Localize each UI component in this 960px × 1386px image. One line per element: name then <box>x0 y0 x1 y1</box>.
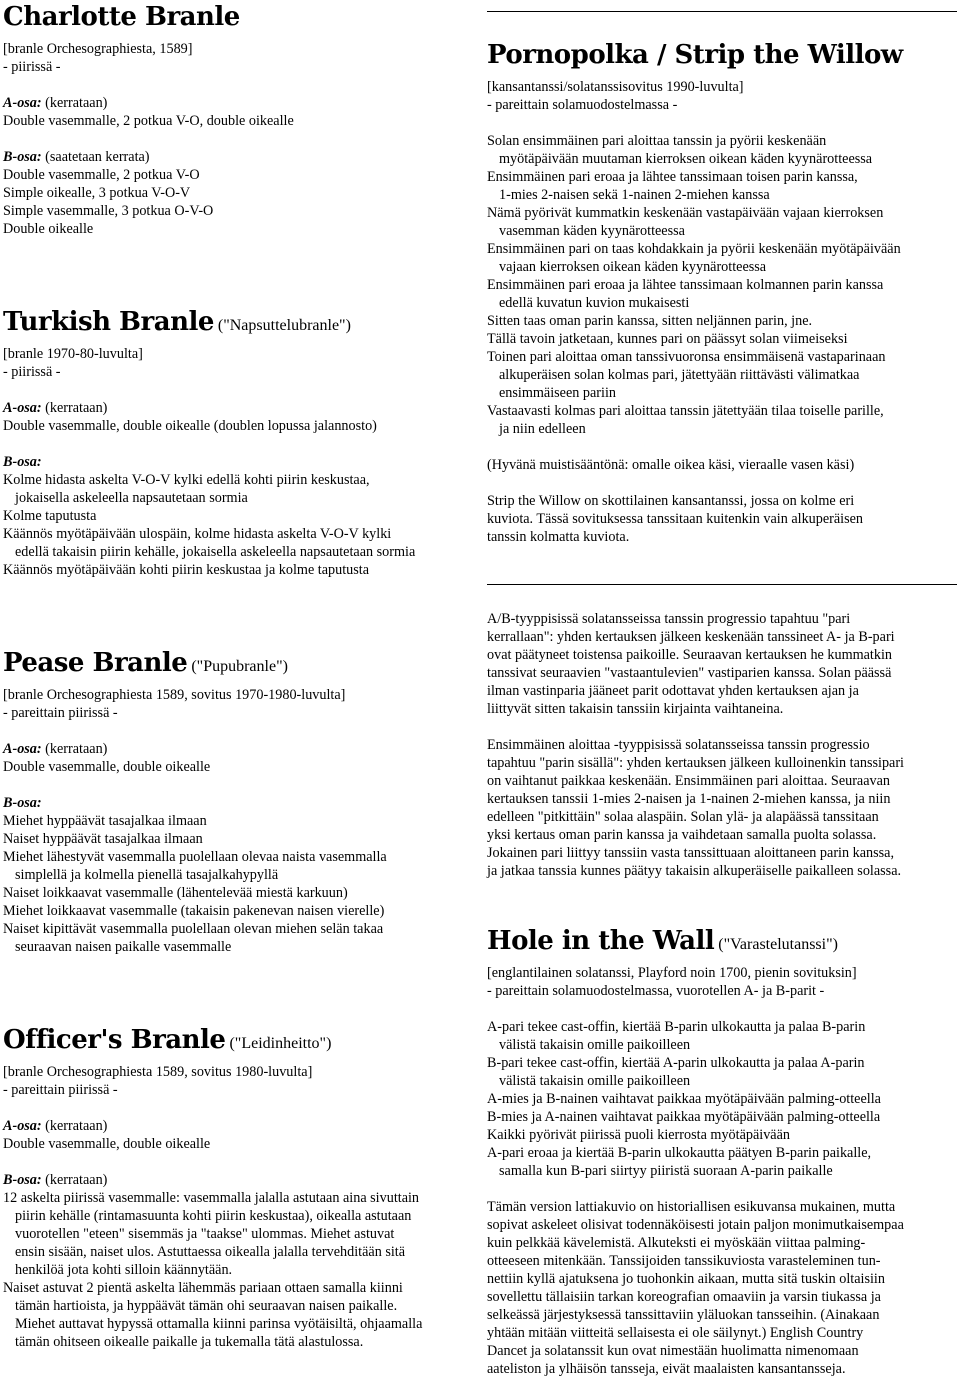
note-line: nettiin kyllä ajatuksena jo tuohonkin aikaan, mutta sitä tuskin oltaisiin <box>487 1271 885 1287</box>
instruction-line: Kolme hidasta askelta V-O-V kylki edellä kohti piirin keskustaa, <box>3 472 370 488</box>
note-line: edelleen "pitkittäin" solaa alaspäin. Solan ylä- ja alapäässä tanssitaan <box>487 809 879 825</box>
instruction-line: ensin sisään, naiset ulos. Astuttaessa oikealla jalalla tervehditään sitä <box>15 1244 406 1260</box>
middle-divider <box>487 584 957 585</box>
instruction-line: Solan ensimmäinen pari aloittaa tanssin ja pyörii keskenään <box>487 133 827 149</box>
dance-source: [branle Orchesographiesta 1589, sovitus 1970-1980-luvulta] <box>3 687 346 703</box>
instruction-list <box>487 1018 957 1180</box>
instruction-line: Naiset loikkaavat vasemmalle (lähentelevää miestä karkuun) <box>3 885 348 901</box>
ab-progression-paragraph <box>487 610 957 718</box>
dance-heading <box>487 926 957 956</box>
instruction-line: Double vasemmalle, double oikealle (doublen lopussa jalannosto) <box>3 418 377 434</box>
instruction-line: Vastaavasti kolmas pari aloittaa tanssin jätettyään tilaa toiselle parille, <box>487 403 884 419</box>
note-line: kuin pelkkää kävelemistä. Alkuteksti ei myöskään viittaa palming- <box>487 1235 866 1251</box>
instruction-line: Simple oikealle, 3 potkua V-O-V <box>3 185 191 201</box>
instruction-line: vuorotellen "eteen" sisemmäs ja "taakse" ulommas. Miehet astuvat <box>15 1226 395 1242</box>
dance-heading <box>3 1025 468 1055</box>
dance-title: Turkish Branle <box>3 307 214 337</box>
dance-note <box>487 1198 957 1378</box>
instruction-line: B-mies ja A-nainen vaihtavat paikkaa myötäpäivään palming-otteella <box>487 1109 881 1125</box>
b-part-heading <box>3 794 468 812</box>
b-part-label: B-osa: <box>3 795 42 811</box>
instruction-line: Ensimmäinen pari eroaa ja lähtee tanssimaan kolmannen parin kanssa <box>487 277 884 293</box>
instruction-line: edellä takaisin piirin kehälle, jokaisella askeleella napsautetaan sormia <box>15 544 416 560</box>
instruction-line: Double vasemmalle, 2 potkua V-O <box>3 167 200 183</box>
first-couple-progression-paragraph <box>487 736 957 880</box>
instruction-line: seuraavan naisen paikalle vasemmalle <box>15 939 232 955</box>
section-pease-branle <box>3 648 468 956</box>
dance-heading <box>3 648 468 678</box>
a-part-note: (kerrataan) <box>41 741 108 757</box>
section-pornopolka <box>487 40 957 546</box>
instruction-line: piirin kehälle (rintamasuunta kohti piirin keskustaa), oikealla astutaan <box>15 1208 412 1224</box>
note-line: ilman vastinparia jääneet parit odottavat yhden kertauksen ajan ja <box>487 683 859 699</box>
instruction-line: A-pari eroaa ja kiertää B-parin ulkokautta päätyen B-parin paikalle, <box>487 1145 872 1161</box>
instruction-line: tämän hartioista, ja hyppäävät tämän ohi seuraavan naisen paikalle. <box>15 1298 398 1314</box>
note-line: tapahtuu "parin sisällä": yhden kertauksen jälkeen kulloinenkin tanssipari <box>487 755 905 771</box>
dance-title: Officer's Branle <box>3 1025 226 1055</box>
note-line: Jokainen pari liittyy tanssiin vasta tanssittuaan aloittaneen parin kanssa, <box>487 845 895 861</box>
note-line: ja jatkaa tanssia kunnes päätyy takaisin alkuperäiselle paikalleen solassa. <box>487 863 902 879</box>
dance-source: [kansantanssi/solatanssisovitus 1990-luvulta] <box>487 79 744 95</box>
a-part-note: (kerrataan) <box>41 400 108 416</box>
instruction-line: Simple vasemmalle, 3 potkua O-V-O <box>3 203 214 219</box>
note-line: selkeässä järjestyksessä tanssittaviin yläluokan tansseihin. (Ainakaan <box>487 1307 880 1323</box>
instruction-line: edellä kuvatun kuvion mukaisesti <box>499 295 690 311</box>
instruction-line: Miehet loikkaavat vasemmalle (takaisin pakenevan naisen vierelle) <box>3 903 385 919</box>
instruction-line: Naiset kipittävät vasemmalla puolellaan olevan miehen selän takaa <box>3 921 384 937</box>
instruction-line: Ensimmäinen pari eroaa ja lähtee tanssimaan toisen parin kanssa, <box>487 169 858 185</box>
a-part-label: A-osa: <box>3 1118 42 1134</box>
note-line: kertauksen tanssii 1-mies 2-naisen ja 1-nainen 2-miehen kanssa, ja niin <box>487 791 891 807</box>
note-line: Tämän version lattiakuvio on historiallisen esikuvansa mukainen, mutta <box>487 1199 896 1215</box>
note-line: kerrallaan": yhden kertauksen jälkeen keskenään tanssineet A- ja B-pari <box>487 629 895 645</box>
a-part-heading <box>3 94 468 112</box>
instruction-line: Kolme taputusta <box>3 508 97 524</box>
a-part-label: A-osa: <box>3 400 42 416</box>
instruction-line: Miehet hyppäävät tasajalkaa ilmaan <box>3 813 207 829</box>
a-part-heading <box>3 740 468 758</box>
instruction-line: Double vasemmalle, double oikealle <box>3 1136 211 1152</box>
dance-title: Pornopolka / Strip the Willow <box>487 40 903 70</box>
b-part-heading <box>3 148 468 166</box>
dance-source: [branle Orchesographiesta, 1589] <box>3 41 193 57</box>
note-line: otteeseen mitenkään. Tanssijoiden tanssikuviosta varasteleminen tun- <box>487 1253 881 1269</box>
dance-formation: - piirissä - <box>3 59 61 75</box>
instruction-line: Käännös myötäpäivään kohti piirin keskustaa ja kolme taputusta <box>3 562 370 578</box>
note-line: Strip the Willow on skottilainen kansantanssi, jossa on kolme eri <box>487 493 855 509</box>
note-line: on vaihtanut paikkaa keskenään. Ensimmäinen pari aloittaa. Seuraavan <box>487 773 891 789</box>
instruction-line: Double vasemmalle, 2 potkua V-O, double oikealle <box>3 113 294 129</box>
instruction-list <box>487 132 957 438</box>
dance-source: [branle Orchesographiesta 1589, sovitus 1980-luvulta] <box>3 1064 313 1080</box>
dance-subtitle: ("Napsuttelubranle") <box>213 317 351 334</box>
b-part-heading <box>3 1171 468 1189</box>
a-part-heading <box>3 399 468 417</box>
instruction-line: ja niin edelleen <box>499 421 586 437</box>
note-line: Ensimmäinen aloittaa -tyyppisissä solatansseissa tanssin progressio <box>487 737 870 753</box>
instruction-line: jokaisella askeleella napsautetaan sormia <box>15 490 248 506</box>
instruction-line: Double oikealle <box>3 221 94 237</box>
dance-formation: - pareittain solamuodostelmassa - <box>487 97 678 113</box>
b-part-note: (kerrataan) <box>41 1172 108 1188</box>
b-part-label: B-osa: <box>3 454 42 470</box>
instruction-line: alkuperäisen solan kolmas pari, jätettyään riittävästi välimatkaa <box>499 367 860 383</box>
instruction-line: 12 askelta piirissä vasemmalle: vasemmalla jalalla astutaan aina sivuttain <box>3 1190 420 1206</box>
note-line: aateliston ja ylhäisön tansseja, eivät maalaisten kansantansseja. <box>487 1361 846 1377</box>
dance-formation: - piirissä - <box>3 364 61 380</box>
dance-title: Pease Branle <box>3 648 188 678</box>
dance-formation: - pareittain piirissä - <box>3 705 118 721</box>
dance-heading <box>3 307 468 337</box>
instruction-line: Sitten taas oman parin kanssa, sitten neljännen parin, jne. <box>487 313 813 329</box>
section-officers-branle <box>3 1025 468 1351</box>
instruction-line: vajaan kierroksen oikean käden kyynärotteessa <box>499 259 767 275</box>
a-part-note: (kerrataan) <box>41 1118 108 1134</box>
a-part-heading <box>3 1117 468 1135</box>
note-line: liittyvät sitten takaisin tanssiin kirjainta vaihtaneina. <box>487 701 784 717</box>
instruction-line: vasemman käden kyynärotteessa <box>499 223 685 239</box>
section-turkish-branle <box>3 307 468 579</box>
mnemonic-note: (Hyvänä muistisääntönä: omalle oikea käsi, vieraalle vasen käsi) <box>487 457 855 473</box>
b-part-note: (saatetaan kerrata) <box>41 149 150 165</box>
instruction-line: Tällä tavoin jatketaan, kunnes pari on päässyt solan viimeiseksi <box>487 331 848 347</box>
dance-formation: - pareittain piirissä - <box>3 1082 118 1098</box>
instruction-line: Miehet auttavat hypyssä ottamalla kiinni parinsa vyötäisiltä, ohjaamalla <box>15 1316 423 1332</box>
dance-subtitle: ("Leidinheitto") <box>225 1035 332 1052</box>
instruction-line: Nämä pyörivät kummatkin keskenään vastapäivään vajaan kierroksen <box>487 205 884 221</box>
top-divider <box>487 11 957 12</box>
note-line: A/B-tyyppisissä solatansseissa tanssin progressio tapahtuu "pari <box>487 611 851 627</box>
instruction-line: Naiset astuvat 2 pientä askelta lähemmäs pariaan ottaen samalla kiinni <box>3 1280 403 1296</box>
dance-subtitle: ("Pupubranle") <box>187 658 288 675</box>
instruction-line: 1-mies 2-naisen sekä 1-nainen 2-miehen kanssa <box>499 187 770 203</box>
instruction-line: samalla kun B-pari siirtyy piiristä suoraan A-parin paikalle <box>499 1163 833 1179</box>
instruction-line: Käännös myötäpäivään ulospäin, kolme hidasta askelta V-O-V kylki <box>3 526 392 542</box>
dance-title: Charlotte Branle <box>3 2 240 32</box>
dance-note <box>487 492 957 546</box>
a-part-label: A-osa: <box>3 95 42 111</box>
note-line: yksi kertaus oman parin kanssa ja vaihdetaan samalla puolta solassa. <box>487 827 877 843</box>
instruction-line: Toinen pari aloittaa oman tanssivuoronsa ensimmäisenä vastaparinaan <box>487 349 886 365</box>
note-line: Dancet ja solatanssit kun ovat nimestään huolimatta nimenomaan <box>487 1343 859 1359</box>
section-hole-in-the-wall <box>487 926 957 1378</box>
instruction-line: tämän ohitseen oikealle paikalle ja tukemalla tätä alastulossa. <box>15 1334 364 1350</box>
instruction-line: Double vasemmalle, double oikealle <box>3 759 211 775</box>
instruction-line: välistä takaisin omille paikoilleen <box>499 1073 691 1089</box>
note-line: tanssin kolmatta kuviota. <box>487 529 630 545</box>
dance-source: [englantilainen solatanssi, Playford noin 1700, pienin sovituksin] <box>487 965 857 981</box>
instruction-line: A-pari tekee cast-offin, kiertää B-parin ulkokautta ja palaa B-parin <box>487 1019 866 1035</box>
note-line: yhtään mitään viitteitä sellaisesta ei ole säilynyt.) English Country <box>487 1325 864 1341</box>
b-part-heading <box>3 453 468 471</box>
note-line: sopivat askeleet olisivat todennäköisesti jotain paljon monimutkaisempaa <box>487 1217 904 1233</box>
b-part-label: B-osa: <box>3 149 42 165</box>
dance-source: [branle 1970-80-luvulta] <box>3 346 143 362</box>
instruction-line: B-pari tekee cast-offin, kiertää A-parin ulkokautta ja palaa A-parin <box>487 1055 865 1071</box>
instruction-line: ensimmäiseen pariin <box>499 385 617 401</box>
a-part-note: (kerrataan) <box>41 95 108 111</box>
instruction-line: myötäpäivään muutaman kierroksen oikean käden kyynärotteessa <box>499 151 873 167</box>
section-progression-notes <box>487 610 957 880</box>
instruction-line: Ensimmäinen pari on taas kohdakkain ja pyörii keskenään myötäpäivään <box>487 241 901 257</box>
note-line: kuviota. Tässä sovituksessa tanssitaan kuitenkin vain alkuperäisen <box>487 511 864 527</box>
dance-title: Hole in the Wall <box>487 926 715 956</box>
section-charlotte-branle <box>3 2 468 238</box>
dance-subtitle: ("Varastelutanssi") <box>714 936 838 953</box>
a-part-label: A-osa: <box>3 741 42 757</box>
b-part-label: B-osa: <box>3 1172 42 1188</box>
dance-formation: - pareittain solamuodostelmassa, vuorotellen A- ja B-parit - <box>487 983 825 999</box>
instruction-line: Naiset hyppäävät tasajalkaa ilmaan <box>3 831 203 847</box>
note-line: tanssivat seuraavien "vastaantulevien" vastiparien kanssa. Solan päässä <box>487 665 892 681</box>
instruction-line: henkilöä jota kohti silloin käännytään. <box>15 1262 233 1278</box>
instruction-line: välistä takaisin omille paikoilleen <box>499 1037 691 1053</box>
note-line: sovellettu tällaisiin tarkan koreografian omaaviin ja varsin tiukassa ja <box>487 1289 881 1305</box>
instruction-line: Kaikki pyörivät piirissä puoli kierrosta myötäpäivään <box>487 1127 790 1143</box>
note-line: ovat päätyneet toistensa paikoille. Seuraavan kertauksen he kummatkin <box>487 647 893 663</box>
instruction-line: Miehet lähestyvät vasemmalla puolellaan olevaa naista vasemmalla <box>3 849 387 865</box>
instruction-line: simplellä ja kolmella pienellä tasajalkahypyllä <box>15 867 279 883</box>
instruction-line: A-mies ja B-nainen vaihtavat paikkaa myötäpäivään palming-otteella <box>487 1091 881 1107</box>
